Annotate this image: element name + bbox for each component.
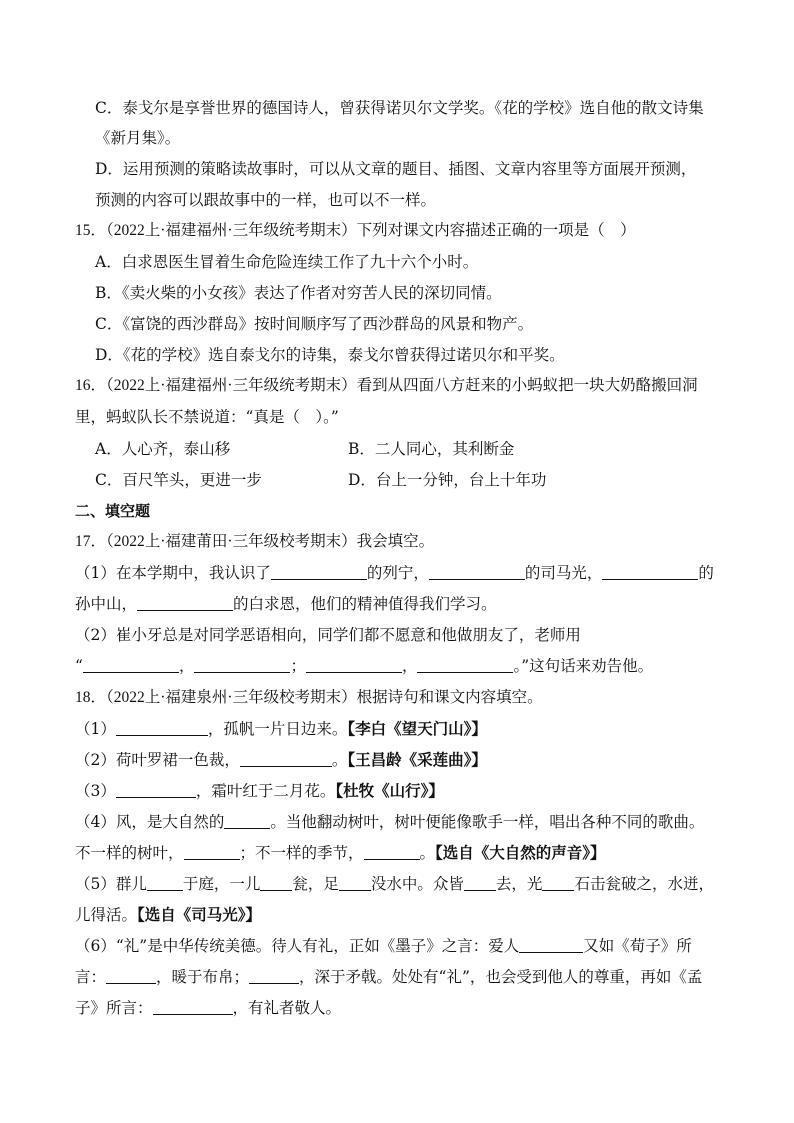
q18-p3-text-b: ，霜叶红于二月花。 bbox=[195, 782, 336, 800]
q18-p5-text-f: 石击瓮破之，水迸， bbox=[574, 875, 714, 893]
q18-p2-text-a: （2）荷叶罗裙一色裁， bbox=[75, 751, 240, 769]
q18-p6-text-a: （6）“礼”是中华传统美德。待人有礼，正如《墨子》之言：爱人 bbox=[75, 937, 520, 955]
q18-p1-source: 【李白《望天门山》】 bbox=[347, 719, 487, 738]
q18-p2-text-b: 。 bbox=[331, 751, 348, 769]
q17-p1-text-c: 的司马光， bbox=[524, 564, 603, 582]
q14-option-d-line1: D．运用预测的策略读故事时，可以从文章的题目、插图、文章内容里等方面展开预测， bbox=[95, 160, 697, 178]
answer-blank[interactable] bbox=[240, 750, 332, 767]
q14-option-d-line2: 预测的内容可以跟故事中的一样，也可以不一样。 bbox=[95, 191, 437, 209]
q18-p5-source: 【选自《司马光》】 bbox=[137, 905, 262, 924]
answer-blank[interactable] bbox=[224, 812, 270, 829]
q18-part6-line3 bbox=[75, 997, 341, 1019]
q18-p2-source: 【王昌龄《采莲曲》】 bbox=[347, 750, 487, 769]
answer-blank[interactable] bbox=[147, 874, 183, 891]
q14-option-c-line2: 《新月集》。 bbox=[95, 129, 181, 147]
answer-blank[interactable] bbox=[137, 594, 233, 611]
q18-p5-text-b: 于庭，一儿 bbox=[182, 875, 261, 893]
answer-blank[interactable] bbox=[339, 874, 371, 891]
q16-stem-line1: 16．（2022上·福建福州·三年级统考期末）看到从四面八方赶来的小蚂蚁把一块大奶酪搬回洞 bbox=[75, 377, 698, 394]
q18-part1 bbox=[75, 718, 487, 740]
answer-blank[interactable] bbox=[194, 656, 290, 673]
answer-blank[interactable] bbox=[83, 656, 179, 673]
q18-part2 bbox=[75, 749, 487, 771]
q18-part6-line2 bbox=[75, 966, 702, 988]
q17-p1-text-a: （1）在本学期中，我认识了 bbox=[75, 564, 271, 582]
answer-blank[interactable] bbox=[249, 967, 299, 984]
q16-stem-line2: 里，蚂蚁队长不禁说道：“真是（ ）。” bbox=[75, 408, 339, 426]
answer-blank[interactable] bbox=[106, 967, 156, 984]
q18-p6-text-b: 又如《荀子》所 bbox=[583, 937, 692, 955]
q18-stem: 18．（2022上·福建泉州·三年级校考期末）根据诗句和课文内容填空。 bbox=[75, 689, 543, 706]
q17-p1-text-d: 的 bbox=[698, 564, 714, 582]
q17-part2-line1: （2）崔小牙总是对同学恶语相向，同学们都不愿意和他做朋友了，老师用 bbox=[75, 626, 581, 644]
q16-option-b: B．二人同心，其利断金 bbox=[348, 440, 515, 458]
q18-p6-text-g: ，有礼者敬人。 bbox=[232, 999, 342, 1017]
q18-part6-line1 bbox=[75, 935, 692, 957]
answer-blank[interactable] bbox=[429, 563, 525, 580]
q18-part4-line2 bbox=[75, 842, 606, 864]
answer-blank[interactable] bbox=[364, 843, 420, 860]
q16-option-a: A．人心齐，泰山移 bbox=[95, 440, 231, 458]
q17-p2-text-d: ； bbox=[290, 657, 306, 675]
q16-option-d: D．台上一分钟，台上十年功 bbox=[348, 471, 547, 489]
answer-blank[interactable] bbox=[260, 874, 292, 891]
q18-p6-text-c: 言： bbox=[75, 968, 107, 986]
q18-p6-text-f: 子》所言： bbox=[75, 999, 153, 1017]
q18-p5-text-e: 去，光 bbox=[495, 875, 543, 893]
q18-part5-line1 bbox=[75, 873, 714, 895]
q17-p1-text-f: 的白求恩，他们的精神值得我们学习。 bbox=[233, 595, 497, 613]
answer-blank[interactable] bbox=[464, 874, 496, 891]
q17-part1-line1 bbox=[75, 562, 714, 584]
q18-p4-text-a: （4）风，是大自然的 bbox=[75, 813, 225, 831]
q17-p2-text-b: “ bbox=[75, 657, 83, 675]
q17-stem: 17．（2022上·福建莆田·三年级校考期末）我会填空。 bbox=[75, 533, 435, 550]
q17-p2-text-c: ， bbox=[178, 657, 195, 675]
q18-p1-text-a: （1） bbox=[75, 720, 116, 738]
q18-p4-text-d: ；不一样的季节， bbox=[239, 844, 364, 862]
q17-p2-text-f: 。”这句话来劝告他。 bbox=[513, 657, 654, 675]
q18-p3-text-a: （3） bbox=[75, 782, 116, 800]
answer-blank[interactable] bbox=[602, 563, 698, 580]
q17-part2-line2 bbox=[75, 655, 653, 677]
q18-part3 bbox=[75, 780, 444, 802]
answer-blank[interactable] bbox=[306, 656, 402, 673]
q18-p4-text-b: 。当他翻动树叶，树叶便能像歌手一样，唱出各种不同的歌曲。 bbox=[270, 813, 705, 831]
q17-p1-text-b: 的列宁， bbox=[366, 564, 429, 582]
q18-p6-text-e: ，深于矛戟。处处有“礼”，也会受到他人的尊重，再如《孟 bbox=[299, 968, 703, 986]
q18-p1-text-b: ，孤帆一片日边来。 bbox=[207, 720, 348, 738]
q18-p5-text-a: （5）群儿 bbox=[75, 875, 147, 893]
answer-blank[interactable] bbox=[417, 656, 513, 673]
answer-blank[interactable] bbox=[271, 563, 367, 580]
answer-blank[interactable] bbox=[519, 936, 583, 953]
q18-p5-text-g: 儿得活。 bbox=[75, 906, 138, 924]
q17-p1-text-e: 孙中山， bbox=[75, 595, 138, 613]
answer-blank[interactable] bbox=[116, 719, 208, 736]
q18-p6-text-d: ，暖于布帛； bbox=[156, 968, 250, 986]
q15-option-d: D．《花的学校》选自泰戈尔的诗集，泰戈尔曾获得过诺贝尔和平奖。 bbox=[95, 346, 565, 364]
q18-p4-text-c: 不一样的树叶， bbox=[75, 844, 184, 862]
q17-p2-text-e: ， bbox=[401, 657, 418, 675]
answer-blank[interactable] bbox=[542, 874, 574, 891]
q14-option-c-line1: C．泰戈尔是享誉世界的德国诗人，曾获得诺贝尔文学奖。《花的学校》选自他的散文诗集 bbox=[95, 99, 704, 117]
q18-p4-source: 【选自《大自然的声音》】 bbox=[435, 843, 606, 862]
q18-part5-line2 bbox=[75, 904, 261, 926]
answer-blank[interactable] bbox=[184, 843, 240, 860]
q17-part1-line2 bbox=[75, 593, 497, 615]
section-title: 二、填空题 bbox=[75, 502, 151, 520]
q18-p4-text-e: 。 bbox=[419, 844, 436, 862]
q15-option-b: B．《卖火柴的小女孩》表达了作者对穷苦人民的深切同情。 bbox=[95, 284, 502, 302]
q15-option-a: A．白求恩医生冒着生命危险连续工作了九十六个小时。 bbox=[95, 253, 479, 271]
q18-part4-line1 bbox=[75, 811, 704, 833]
q18-p5-text-d: 没水中。众皆 bbox=[370, 875, 464, 893]
answer-blank[interactable] bbox=[153, 998, 233, 1015]
q15-option-c: C．《富饶的西沙群岛》按时间顺序写了西沙群岛的风景和物产。 bbox=[95, 315, 534, 333]
answer-blank[interactable] bbox=[116, 781, 196, 798]
q18-p5-text-c: 瓮，足 bbox=[292, 875, 339, 893]
q16-option-c: C．百尺竿头，更进一步 bbox=[95, 471, 262, 489]
q18-p3-source: 【杜牧《山行》】 bbox=[335, 781, 444, 800]
q15-stem: 15．（2022上·福建福州·三年级统考期末）下列对课文内容描述正确的一项是（ ） bbox=[75, 222, 636, 239]
